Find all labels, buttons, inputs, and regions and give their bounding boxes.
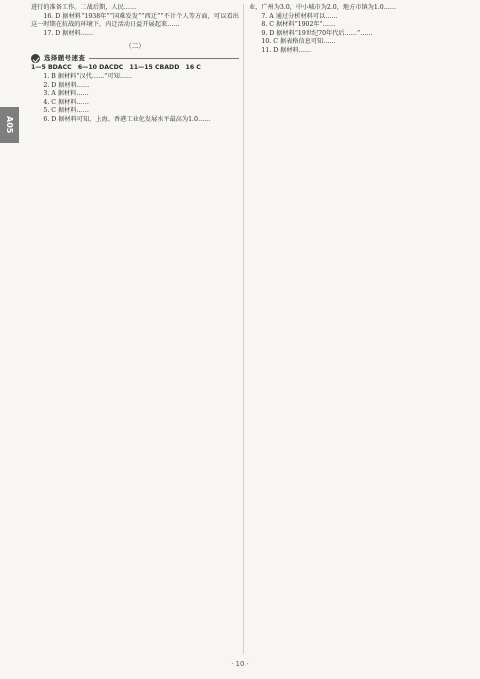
page-number: · 10 · [231, 660, 249, 668]
paragraph: 9. D 据材料“19世纪70年代后……”…… [261, 29, 373, 37]
paragraph: 7. A 通过分析材料可以…… [261, 12, 338, 20]
paragraph: 11. D 据材料…… [261, 46, 312, 54]
paragraph: 业，广州为3.0，中小城市为2.0，地方市镇为1.0…… [249, 4, 397, 11]
answer-key: 1—5 BDACC 6—10 DACDC 11—15 CBADD 16 C [31, 63, 201, 71]
paragraph: 17. D 据材料…… [43, 29, 94, 37]
paragraph: 4. C 据材料…… [43, 98, 89, 106]
paragraph: 1. B 据材料“汉代……”可知…… [43, 73, 133, 81]
paragraph: 3. A 据材料…… [43, 90, 89, 98]
paragraph: 8. C 据材料“1902年”…… [261, 21, 336, 29]
section-number: （二） [125, 42, 145, 51]
section-side-tab: A05 [0, 107, 19, 143]
left-column [31, 4, 239, 125]
checkmark-icon [31, 54, 40, 63]
paragraph: 10. C 据表格信息可知…… [261, 38, 336, 46]
section-title: 选择题号速查 [44, 53, 86, 62]
right-column [249, 4, 459, 55]
paragraph: 进行的准备工作。二战后期，人民…… [31, 4, 137, 11]
header-rule [89, 58, 239, 59]
paragraph: 16. D 据材料“1938年”“国难发发”“西迁”“不计个人等方面，可以看出这一时期在抗战的环境下，内迁活动日益开展起来…… [31, 12, 239, 29]
section-header [31, 54, 239, 63]
paragraph: 2. D 据材料…… [43, 81, 90, 89]
paragraph: 5. C 据材料…… [43, 107, 89, 115]
column-divider [243, 4, 244, 654]
paragraph: 6. D 据材料可知，上海、香港工业化发展水平最高为1.0…… [43, 116, 211, 124]
